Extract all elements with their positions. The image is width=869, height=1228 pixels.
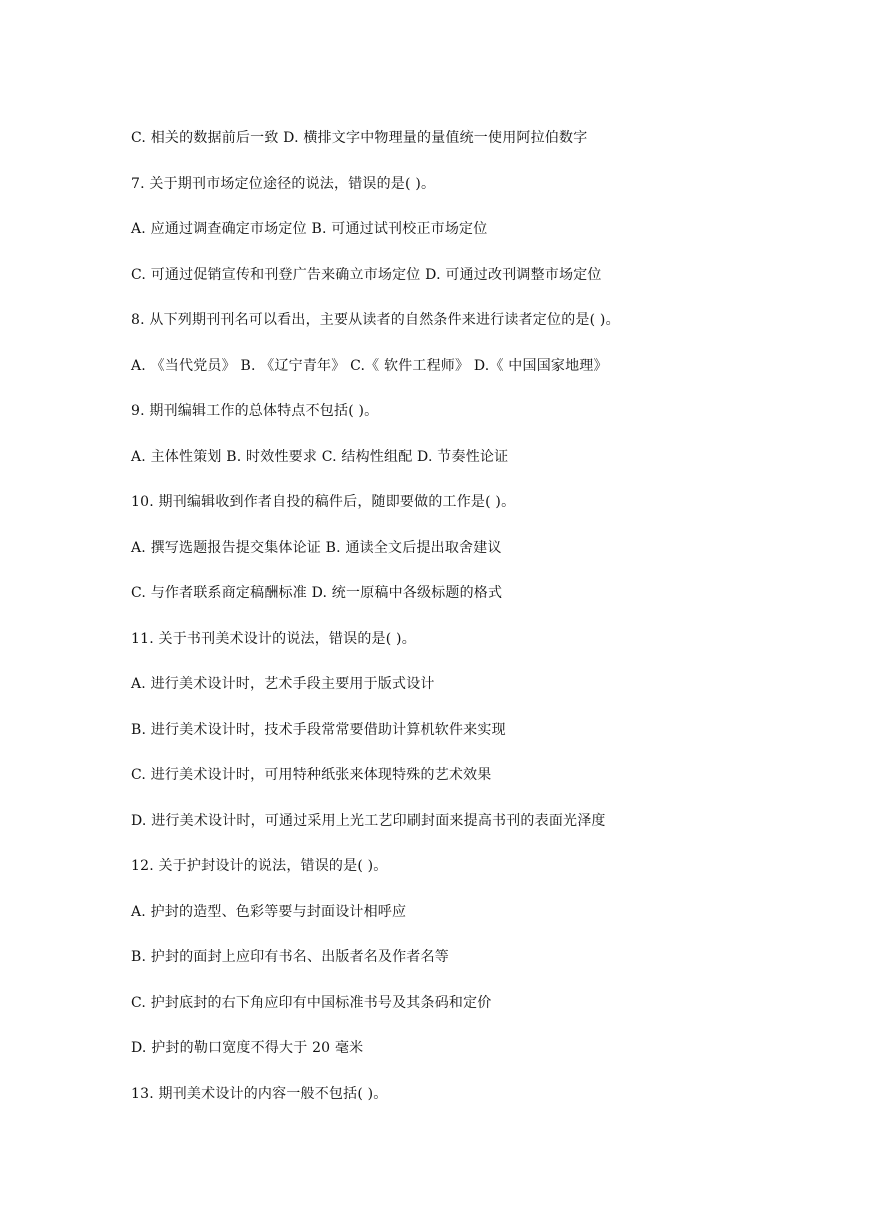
question-12: 12. 关于护封设计的说法，错误的是( )。: [131, 858, 388, 874]
question-9: 9. 期刊编辑工作的总体特点不包括( )。: [131, 403, 379, 419]
question-11-option-b: B. 进行美术设计时，技术手段常常要借助计算机软件来实现: [131, 722, 506, 738]
question-10-options-c-d: C. 与作者联系商定稿酬标准 D. 统一原稿中各级标题的格式: [131, 585, 503, 601]
question-7-options-a-b: A. 应通过调查确定市场定位 B. 可通过试刊校正市场定位: [131, 221, 488, 237]
question-12-option-c: C. 护封底封的右下角应印有中国标准书号及其条码和定价: [131, 995, 492, 1011]
question-8-options: A. 《当代党员》 B. 《辽宁青年》 C.《 软件工程师》 D.《 中国国家地理》: [131, 358, 608, 374]
question-11-option-a: A. 进行美术设计时，艺术手段主要用于版式设计: [131, 676, 435, 692]
question-13: 13. 期刊美术设计的内容一般不包括( )。: [131, 1086, 388, 1102]
text-line-option-c-d: C. 相关的数据前后一致 D. 横排文字中物理量的量值统一使用阿拉伯数字: [131, 130, 588, 146]
question-10: 10. 期刊编辑收到作者自投的稿件后，随即要做的工作是( )。: [131, 494, 516, 510]
question-11-option-d: D. 进行美术设计时，可通过采用上光工艺印刷封面来提高书刊的表面光泽度: [131, 813, 606, 829]
question-7: 7. 关于期刊市场定位途径的说法，错误的是( )。: [131, 176, 436, 192]
question-9-options: A. 主体性策划 B. 时效性要求 C. 结构性组配 D. 节奏性论证: [131, 449, 509, 465]
question-8: 8. 从下列期刊刊名可以看出，主要从读者的自然条件来进行读者定位的是( )。: [131, 312, 620, 328]
question-10-options-a-b: A. 撰写选题报告提交集体论证 B. 通读全文后提出取舍建议: [131, 540, 502, 556]
question-12-option-b: B. 护封的面封上应印有书名、出版者名及作者名等: [131, 949, 449, 965]
question-12-option-a: A. 护封的造型、色彩等要与封面设计相呼应: [131, 904, 407, 920]
question-12-option-d: D. 护封的勒口宽度不得大于 20 毫米: [131, 1040, 364, 1056]
question-11-option-c: C. 进行美术设计时，可用特种纸张来体现特殊的艺术效果: [131, 767, 492, 783]
question-11: 11. 关于书刊美术设计的说法，错误的是( )。: [131, 631, 416, 647]
question-7-options-c-d: C. 可通过促销宣传和刊登广告来确立市场定位 D. 可通过改刊调整市场定位: [131, 267, 602, 283]
